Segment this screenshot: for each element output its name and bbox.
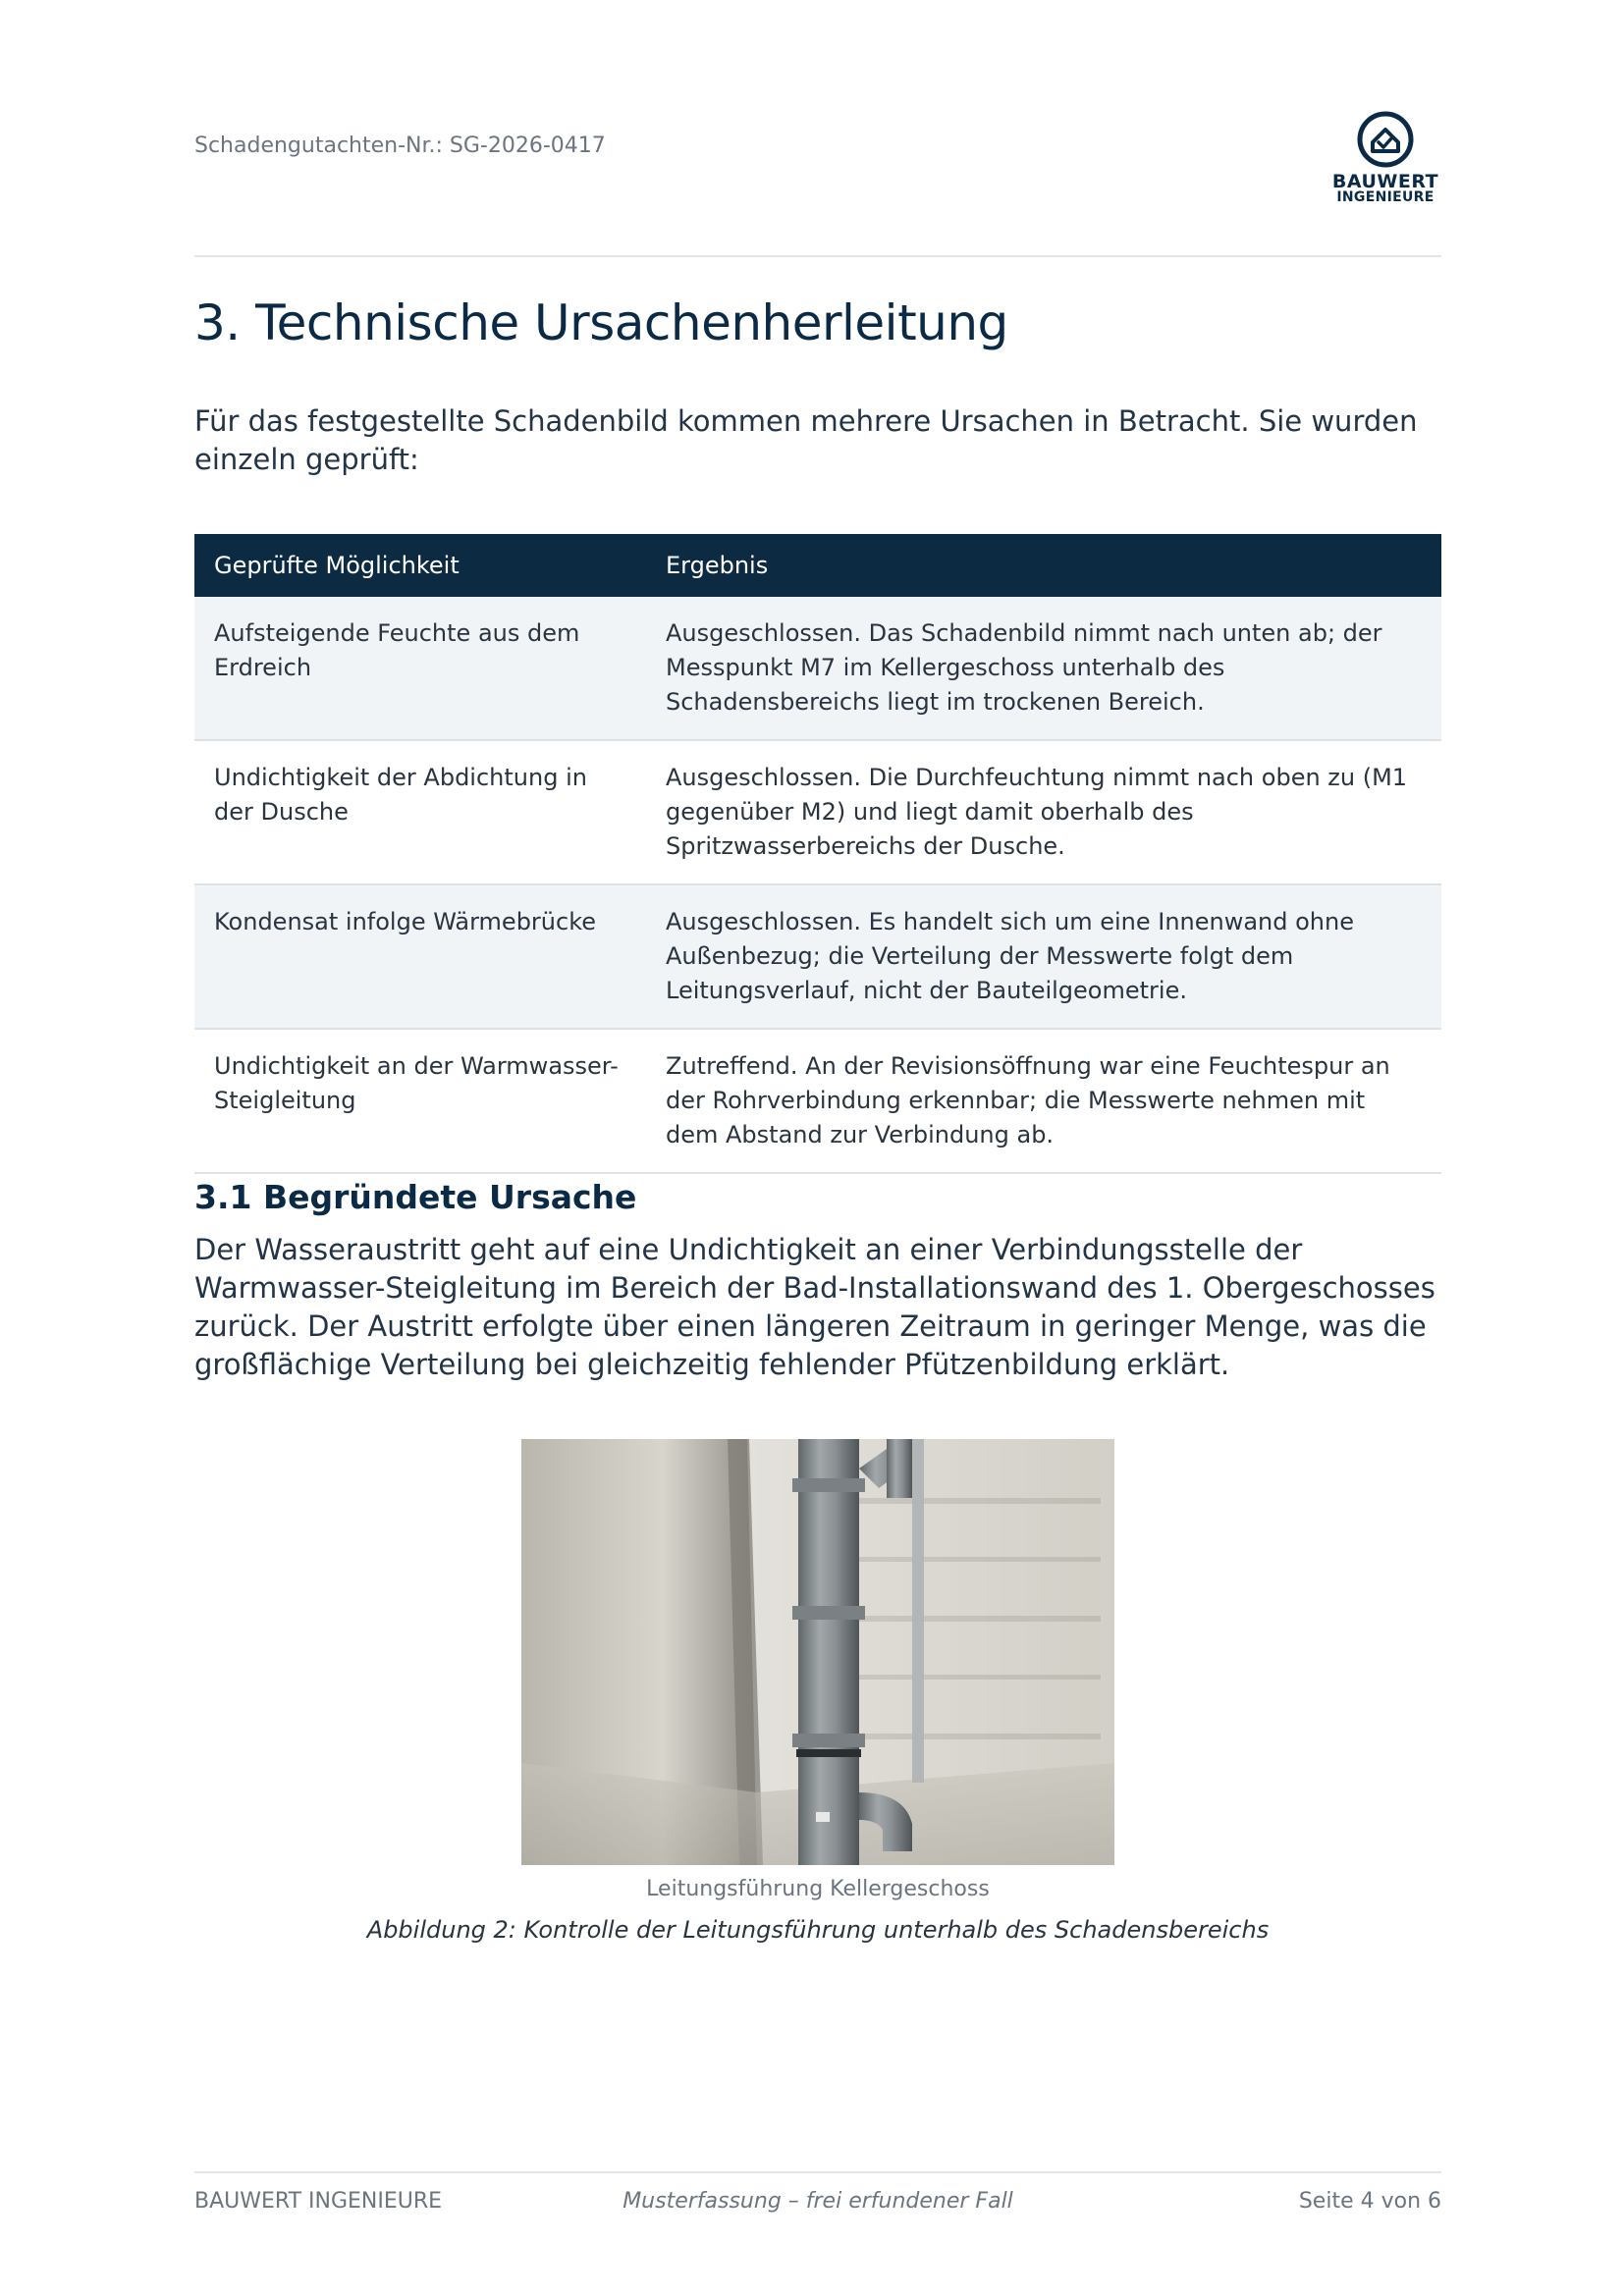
pipe-photo-illustration (521, 1439, 1114, 1865)
basement-pipe-photo (521, 1439, 1114, 1865)
table-header-result: Ergebnis (646, 534, 1441, 597)
footer-company: BAUWERT INGENIEURE (194, 2189, 443, 2214)
report-reference: Schadengutachten-Nr.: SG-2026-0417 (194, 133, 606, 158)
company-logo (1316, 110, 1455, 208)
table-cell-result: Ausgeschlossen. Das Schadenbild nimmt nach unten ab; der Messpunkt M7 im Kellergeschoss unterhalb des Schadensbereichs liegt im trockenen Bereich. (646, 597, 1441, 740)
logo-wordmark-line2: INGENIEURE (1336, 189, 1435, 205)
table-row (194, 1029, 1441, 1173)
table-row (194, 597, 1441, 740)
cause-analysis-table (194, 534, 1441, 1174)
table-row (194, 740, 1441, 884)
logo-wordmark-line1: BAUWERT (1331, 171, 1439, 192)
footer-page-number: Seite 4 von 6 (1298, 2189, 1441, 2214)
table-header-option: Geprüfte Möglichkeit (194, 534, 646, 597)
section-intro: Für das festgestellte Schadenbild kommen mehrere Ursachen in Betracht. Sie wurden einzeln geprüft: (194, 404, 1418, 476)
subsection-title: 3.1 Begründete Ursache (194, 1178, 637, 1216)
subsection-text: Der Wasseraustritt geht auf eine Undichtigkeit an einer Verbindungsstelle der Warmwasser-Steigleitung im Bereich der Bad-Installationswand des 1. Obergeschosses zurück. Der Austritt erfolgte über einen längeren Zeitraum in geringer Menge, was die großflächige Verteilung bei gleichzeitig fehlender Pfützenbildung erklärt. (194, 1233, 1435, 1381)
table-cell-option: Undichtigkeit der Abdichtung in der Dusche (194, 740, 646, 884)
table-header-row (194, 534, 1441, 597)
table-cell-option: Aufsteigende Feuchte aus dem Erdreich (194, 597, 646, 740)
figure-caption: Abbildung 2: Kontrolle der Leitungsführung unterhalb des Schadensbereichs (366, 1916, 1270, 1944)
table-cell-option: Undichtigkeit an der Warmwasser-Steigleitung (194, 1029, 646, 1173)
photo-caption: Leitungsführung Kellergeschoss (646, 1877, 990, 1901)
footer-note: Musterfassung – frei erfundener Fall (623, 2189, 1013, 2214)
table-cell-result: Ausgeschlossen. Die Durchfeuchtung nimmt nach oben zu (M1 gegenüber M2) und liegt damit oberhalb des Spritzwasserbereichs der Dusche. (646, 740, 1441, 884)
table-row (194, 884, 1441, 1029)
table-cell-result: Zutreffend. An der Revisionsöffnung war eine Feuchtespur an der Rohrverbindung erkennbar; die Messwerte nehmen mit dem Abstand zur Verbindung ab. (646, 1029, 1441, 1173)
header-divider (194, 255, 1441, 257)
footer-divider (194, 2171, 1441, 2173)
table-cell-option: Kondensat infolge Wärmebrücke (194, 884, 646, 1029)
table-cell-result: Ausgeschlossen. Es handelt sich um eine Innenwand ohne Außenbezug; die Verteilung der Messwerte folgt dem Leitungsverlauf, nicht der Bauteilgeometrie. (646, 884, 1441, 1029)
house-circle-logo-icon (1356, 110, 1415, 169)
section-title: 3. Technische Ursachenherleitung (194, 294, 1008, 351)
